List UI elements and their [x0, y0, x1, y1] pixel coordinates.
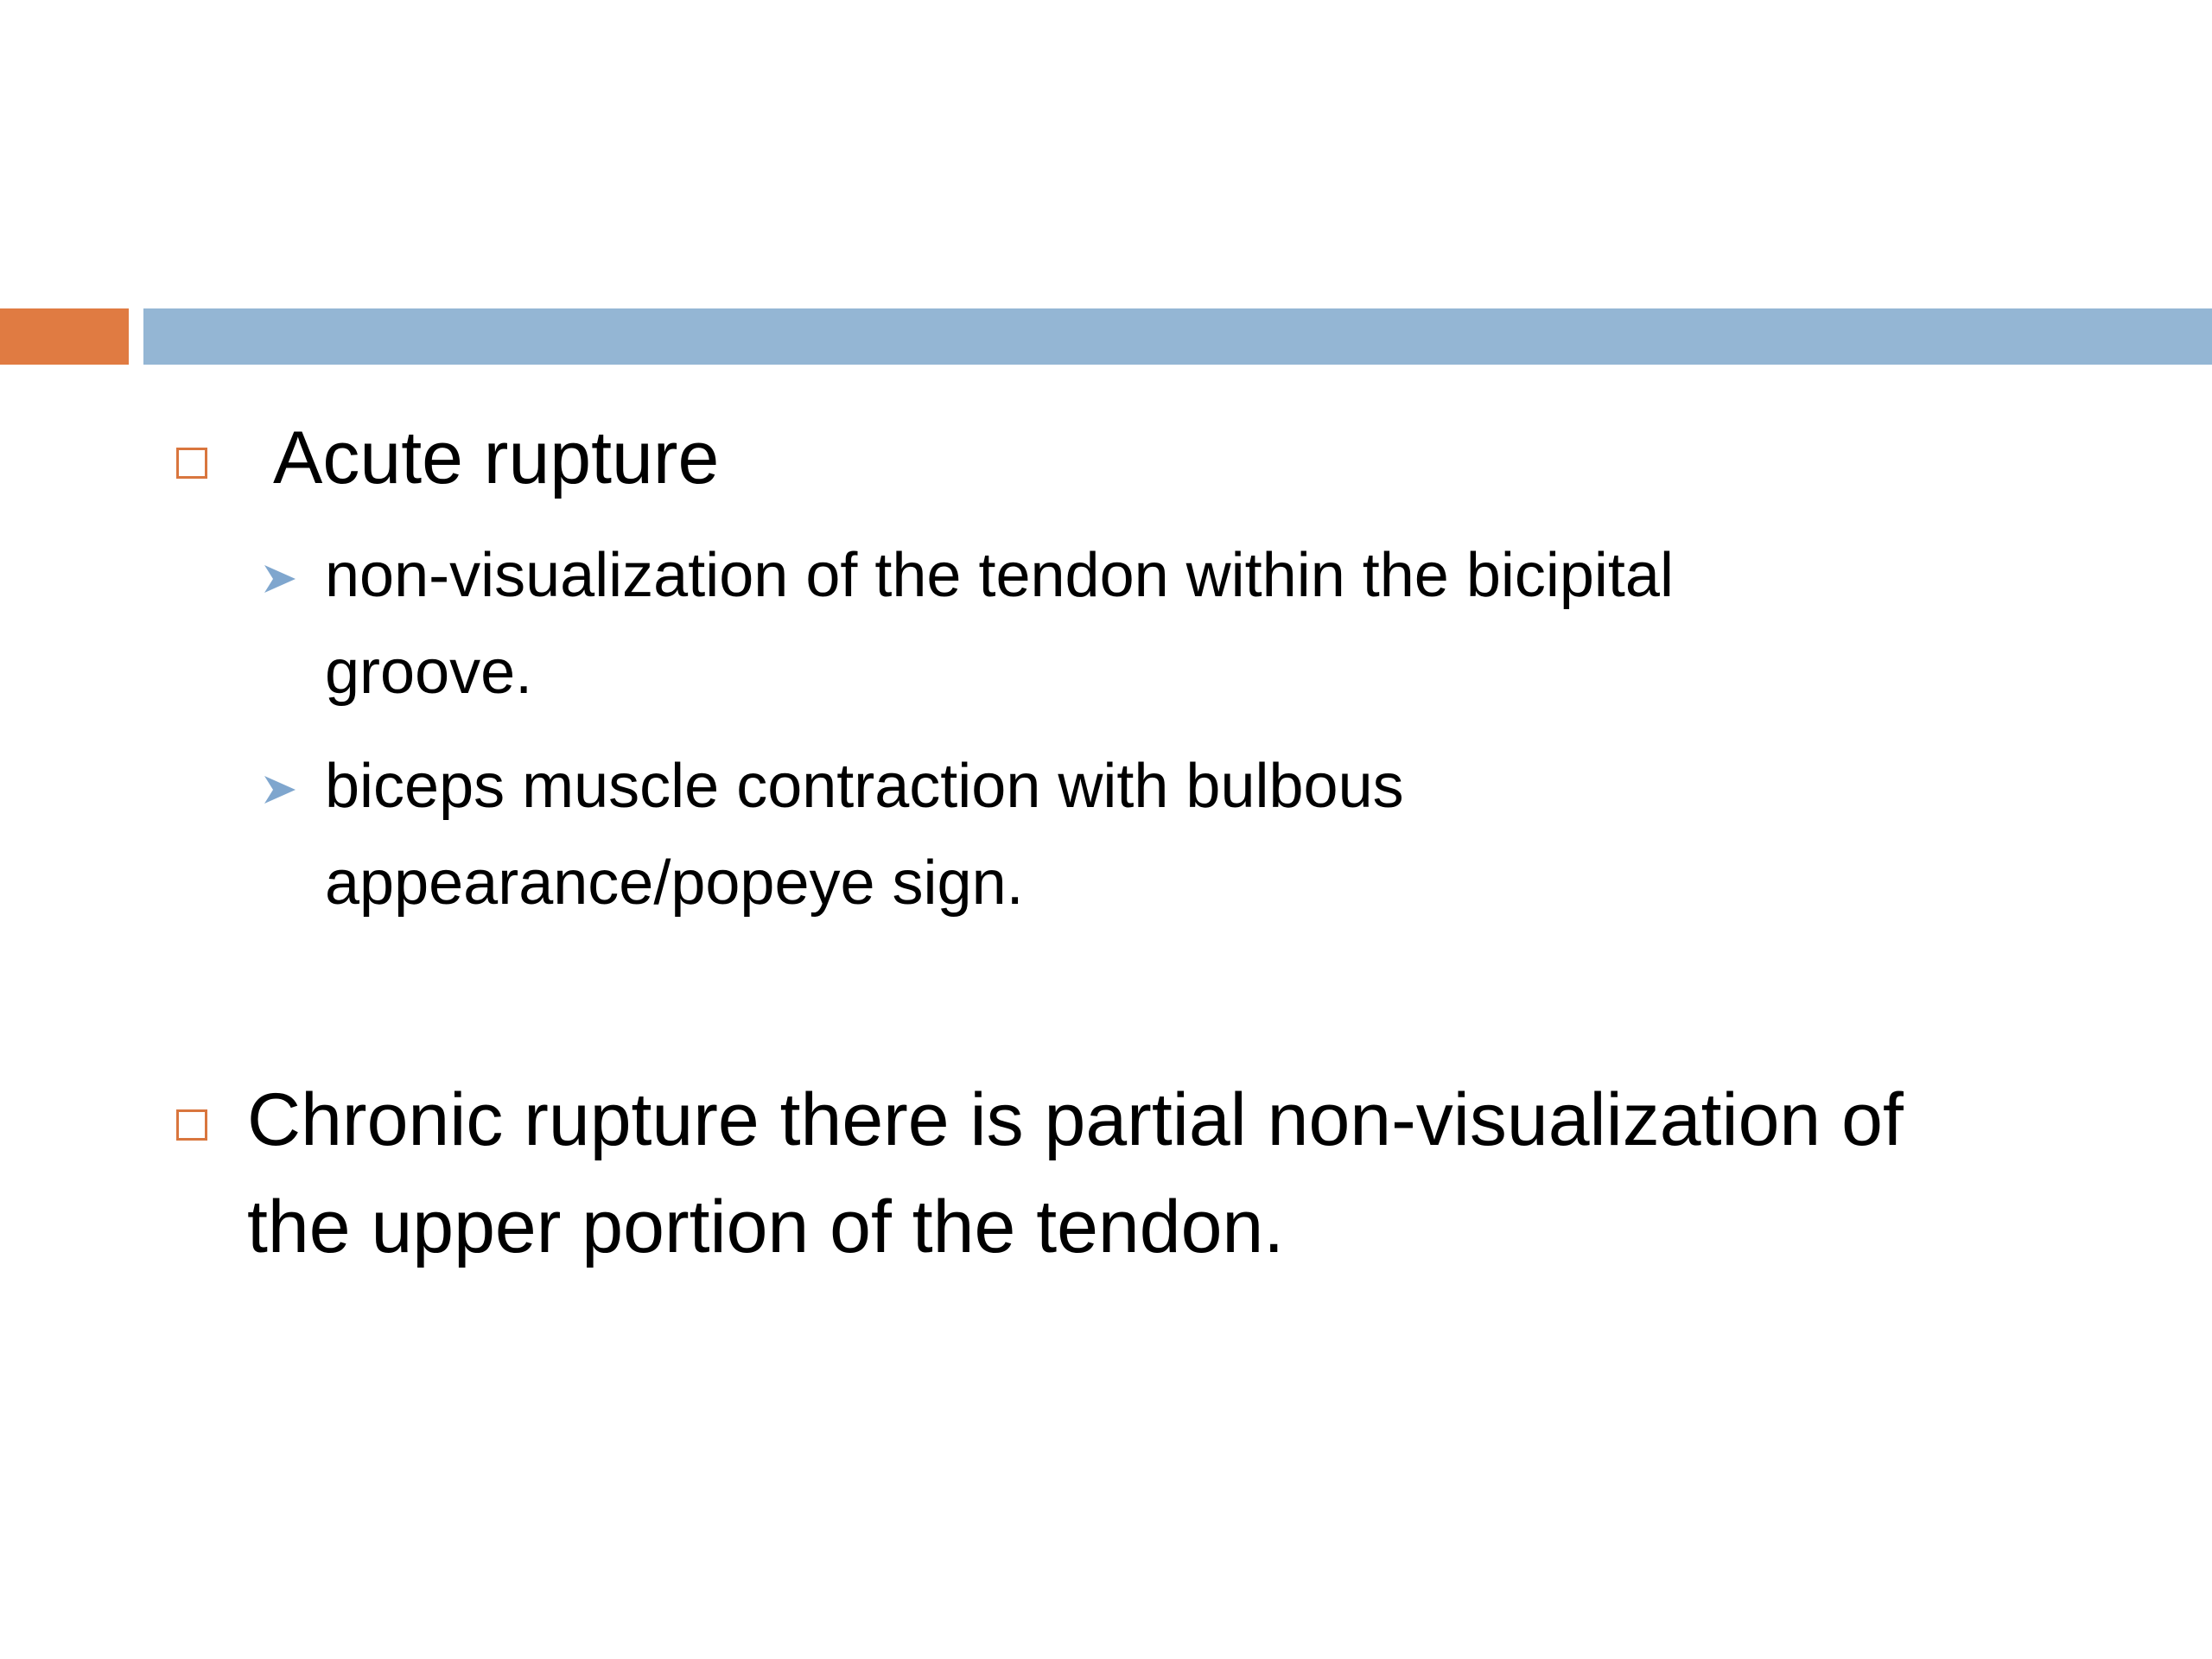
arrowhead-bullet-icon — [261, 771, 299, 809]
bullet-item-acute-rupture: Acute rupture — [273, 416, 720, 499]
header-accent-bar-orange — [0, 308, 129, 365]
arrowhead-bullet-icon — [261, 560, 299, 598]
bullet-item-chronic-rupture-line-1: Chronic rupture there is partial non-visualization of — [247, 1078, 1904, 1161]
subitem-1-line-1: non-visualization of the tendon within the bicipital — [325, 541, 1674, 610]
square-bullet-icon — [176, 1109, 207, 1141]
bullet-item-chronic-rupture-line-2: the upper portion of the tendon. — [247, 1185, 1285, 1268]
square-bullet-icon — [176, 448, 207, 479]
subitem-2-line-1: biceps muscle contraction with bulbous — [325, 752, 1404, 821]
header-accent-bar-blue — [143, 308, 2212, 365]
subitem-1-line-2: groove. — [325, 638, 533, 707]
subitem-2-line-2: appearance/popeye sign. — [325, 849, 1024, 918]
